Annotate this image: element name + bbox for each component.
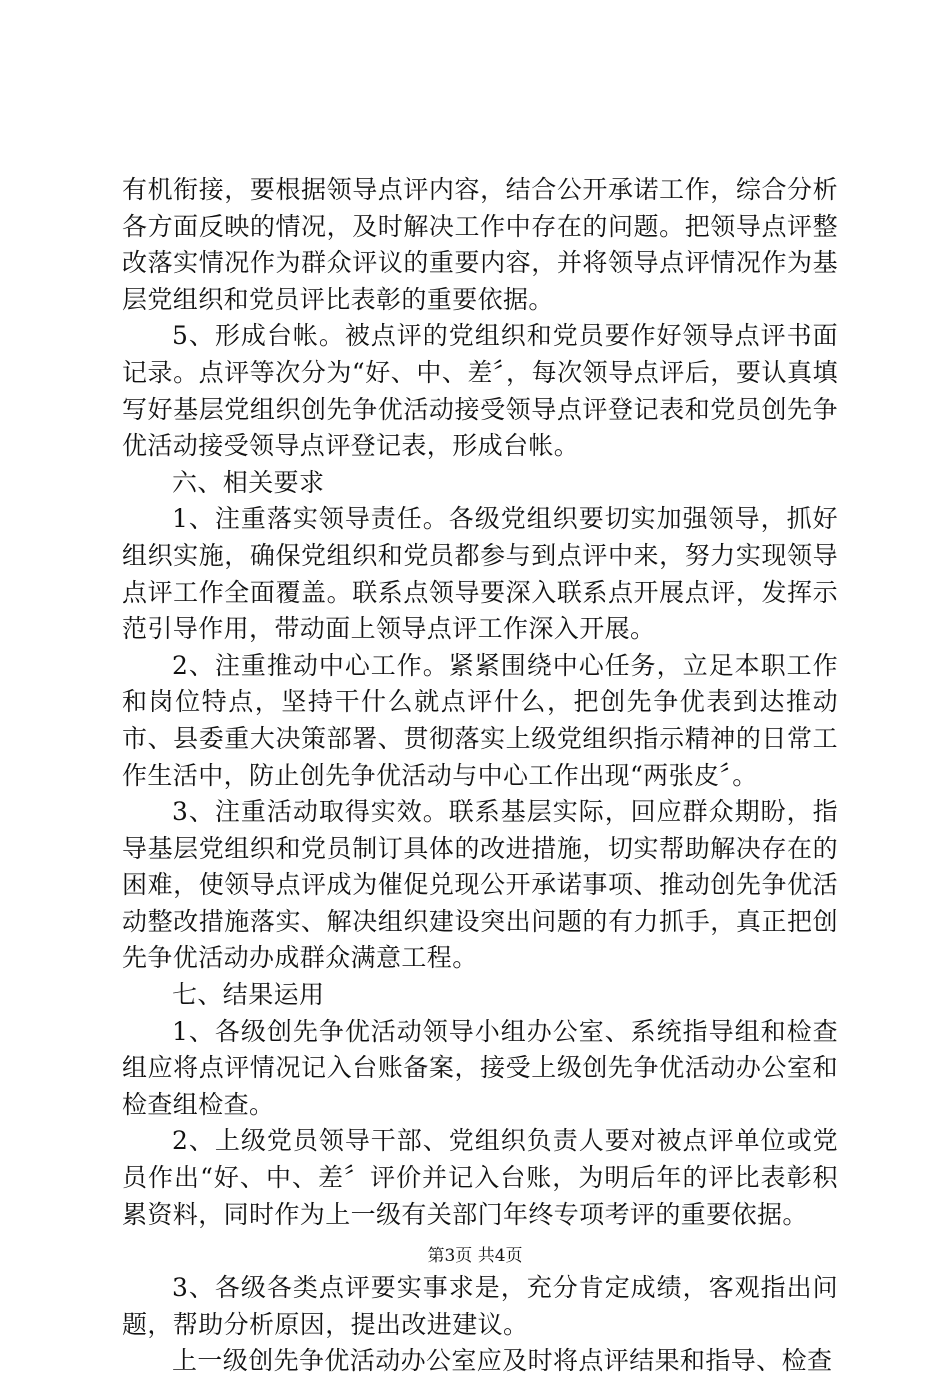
paragraph-results-1: 1、各级创先争优活动领导小组办公室、系统指导组和检查组应将点评情况记入台账备案，接受上级创先争优活动办公室和检查组检查。 (122, 1016, 838, 1119)
section-heading-requirements: 六、相关要求 (172, 467, 325, 497)
section-heading-results: 七、结果运用 (172, 980, 325, 1010)
paragraph-results-2: 2、上级党员领导干部、党组织负责人要对被点评单位或党员作出“好、中、差〞评价并记入台账，为明后年的评比表彰积累资料，同时作为上一级有关部门年终专项考评的重要依据。 (122, 1126, 838, 1229)
paragraph-item-5-ledger: 5、形成台帐。被点评的党组织和党员要作好领导点评书面记录。点评等次分为“好、中、差〞，每次领导点评后，要认真填写好基层党组织创先争优活动接受领导点评登记表和党员创先争优活动接受领导点评登记表，形成台帐。 (122, 321, 838, 461)
paragraph-requirement-3: 3、注重活动取得实效。联系基层实际，回应群众期盼，指导基层党组织和党员制订具体的改进措施，切实帮助解决存在的困难，使领导点评成为催促兑现公开承诺事项、推动创先争优活动整改措施落实、解决组织建设突出问题的有力抓手，真正把创先争优活动办成群众满意工程。 (122, 797, 838, 973)
paragraph-requirement-2: 2、注重推动中心工作。紧紧围绕中心任务，立足本职工作和岗位特点，坚持干什么就点评什么，把创先争优表到达推动市、县委重大决策部署、贯彻落实上级党组织指示精神的日常工作生活中，防止创先争优活动与中心工作出现“两张皮〞。 (122, 650, 838, 790)
document-body (122, 172, 838, 1380)
paragraph-continuation: 有机衔接，要根据领导点评内容，结合公开承诺工作，综合分析各方面反映的情况，及时解决工作中存在的问题。把领导点评整改落实情况作为群众评议的重要内容，并将领导点评情况作为基层党组织和党员评比表彰的重要依据。 (122, 175, 838, 314)
paragraph-requirement-1: 1、注重落实领导责任。各级党组织要切实加强领导，抓好组织实施，确保党组织和党员都参与到点评中来，努力实现领导点评工作全面覆盖。联系点领导要深入联系点开展点评，发挥示范引导作用，带动面上领导点评工作深入开展。 (122, 504, 838, 644)
paragraph-results-followup: 上一级创先争优活动办公室应及时将点评结果和指导、检查 (172, 1346, 833, 1376)
paragraph-results-3: 3、各级各类点评要实事求是，充分肯定成绩，客观指出问题，帮助分析原因，提出改进建议。 (122, 1273, 838, 1339)
page-footer (0, 1245, 950, 1267)
page-number: 第3页 共4页 (427, 1246, 523, 1266)
